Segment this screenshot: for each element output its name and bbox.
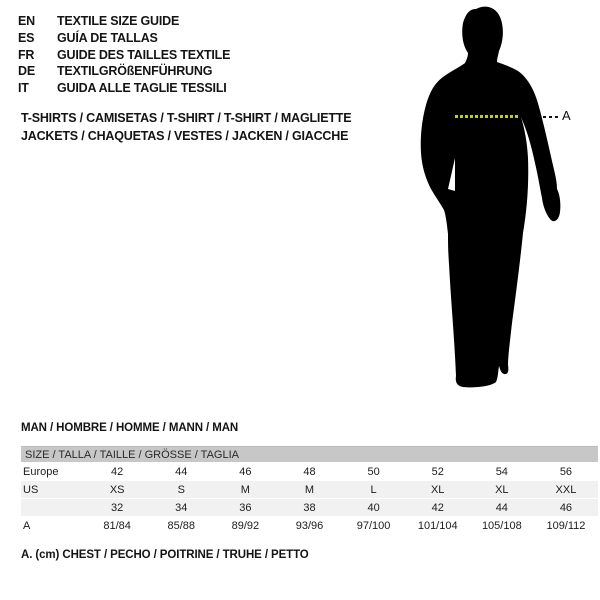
lang-code: IT — [18, 81, 29, 96]
size-cell: 81/84 — [85, 517, 149, 535]
size-cell: M — [277, 481, 341, 499]
man-silhouette — [405, 0, 580, 395]
size-cell: 32 — [85, 499, 149, 517]
language-list — [18, 13, 230, 97]
lang-label: GUIDE DES TAILLES TEXTILE — [57, 47, 231, 62]
row-label: US — [21, 481, 85, 499]
chest-measure-dashed-line — [455, 115, 518, 118]
row-label: A — [21, 517, 85, 535]
lang-label: TEXTILGRÖßENFÜHRUNG — [57, 64, 213, 79]
row-label: Europe — [21, 463, 85, 481]
table-row-numeric — [21, 499, 598, 517]
size-cell: 44 — [470, 499, 534, 517]
size-cell: XL — [406, 481, 470, 499]
size-cell: M — [213, 481, 277, 499]
size-cell: 38 — [277, 499, 341, 517]
size-cell: S — [149, 481, 213, 499]
lang-code: FR — [18, 47, 35, 62]
category-line-jackets: JACKETS / CHAQUETAS / VESTES / JACKEN / GIACCHE — [21, 128, 349, 143]
lang-code: ES — [18, 30, 35, 45]
section-title-man: MAN / HOMBRE / HOMME / MANN / MAN — [21, 422, 239, 434]
size-cell: L — [342, 481, 406, 499]
lang-code: EN — [18, 14, 35, 28]
lang-label: TEXTILE SIZE GUIDE — [57, 14, 180, 28]
size-cell: XS — [85, 481, 149, 499]
table-row-chest-a — [21, 517, 598, 535]
table-row-europe — [21, 463, 598, 481]
size-cell: 105/108 — [470, 517, 534, 535]
size-cell: 52 — [406, 463, 470, 481]
size-cell: 34 — [149, 499, 213, 517]
size-cell: 48 — [277, 463, 341, 481]
size-cell: 101/104 — [406, 517, 470, 535]
size-cell: 46 — [213, 463, 277, 481]
size-cell: 54 — [470, 463, 534, 481]
language-row — [18, 47, 230, 64]
category-line-tshirts: T-SHIRTS / CAMISETAS / T-SHIRT / T-SHIRT / MAGLIETTE — [21, 111, 352, 125]
size-cell: 89/92 — [213, 517, 277, 535]
size-cell: 36 — [213, 499, 277, 517]
size-cell: 50 — [342, 463, 406, 481]
lang-label: GUÍA DE TALLAS — [57, 30, 158, 45]
size-cell: 109/112 — [534, 517, 598, 535]
lang-code: DE — [18, 64, 35, 79]
size-cell: 42 — [85, 463, 149, 481]
size-cell: 46 — [534, 499, 598, 517]
size-table — [21, 446, 598, 534]
size-cell: 97/100 — [342, 517, 406, 535]
size-cell: 40 — [342, 499, 406, 517]
footnote-chest: A. (cm) CHEST / PECHO / POITRINE / TRUHE / PETTO — [21, 549, 309, 561]
measure-callout-dashed-line — [543, 116, 559, 118]
size-cell: 93/96 — [277, 517, 341, 535]
size-cell: 85/88 — [149, 517, 213, 535]
row-label — [21, 499, 85, 517]
language-row — [18, 80, 230, 97]
language-row — [18, 63, 230, 80]
table-header-row — [21, 447, 598, 463]
size-cell: 44 — [149, 463, 213, 481]
lang-label: GUIDA ALLE TAGLIE TESSILI — [57, 81, 227, 96]
size-cell: XXL — [534, 481, 598, 499]
table-header-label: SIZE / TALLA / TAILLE / GRÖSSE / TAGLIA — [21, 447, 598, 463]
size-cell: XL — [470, 481, 534, 499]
table-row-us — [21, 481, 598, 499]
language-row — [18, 30, 230, 47]
size-cell: 42 — [406, 499, 470, 517]
man-silhouette-figure — [405, 0, 590, 400]
measure-label-a: A — [562, 108, 571, 123]
language-row — [18, 13, 230, 30]
size-cell: 56 — [534, 463, 598, 481]
category-list — [21, 110, 351, 145]
